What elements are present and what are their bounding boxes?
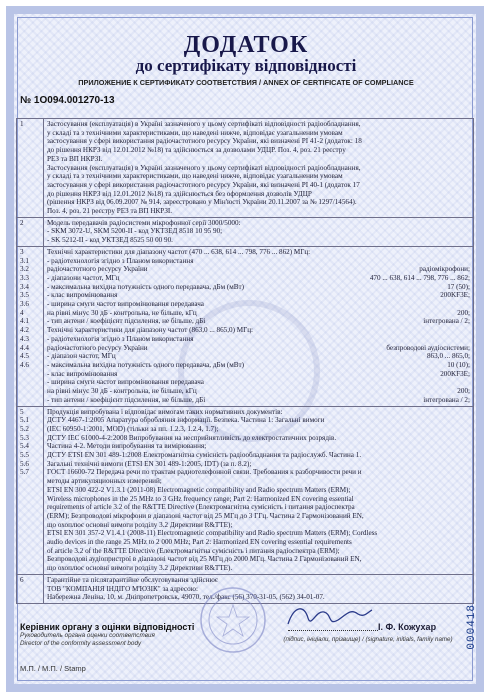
parameter-value: безпроводові аудіосистеми;: [386, 343, 470, 352]
item-number: 5: [20, 407, 24, 416]
text-line: (рішення НКРЗ від 06.09.2007 № 914, зареєстровано у Мін'юсті України 20.11.2007 за № 1297/14564).: [47, 198, 357, 207]
text-line: Набережна Леніна, 10, м. Дніпропетровськ, 49070, тел./факс (56) 370-31-05, (562) 34-01-07.: [47, 593, 325, 602]
text-line: - радіотехнологія згідно з Планом використання: [47, 334, 194, 343]
parameter-label: - максимальна вихідна потужність одного передавача, дБм (мВт): [47, 282, 245, 291]
item-number: 2: [20, 218, 24, 227]
text-line: Гарантійне та післягарантійне обслуговування здійснює: [47, 575, 218, 584]
text-line: ТОВ "КОМПАНІЯ ІНДІГО М'ЮЗІК" за адресою:: [47, 584, 198, 593]
text-line: [47, 283, 470, 292]
parameter-value: 17 (50);: [447, 282, 470, 291]
row-content-cell: [44, 246, 474, 406]
item-number: 4.1: [20, 317, 29, 326]
text-line: - ширина смуги частот випромінювання передавача: [47, 300, 204, 309]
item-number: 4.4: [20, 343, 29, 352]
item-number: 5.2: [20, 424, 29, 433]
item-number: 4: [20, 308, 24, 317]
item-number: 3.1: [20, 256, 29, 265]
parameter-value: інтегрована / 2;: [423, 317, 470, 326]
text-line: Поз. 4, роз. 21 реєстру РЕЗ та ВП НКРЗІ.: [47, 207, 173, 216]
parameter-label: на рівні мінус 30 дБ - контрольна, не більше, кГц: [47, 308, 197, 317]
text-line: [47, 291, 470, 300]
item-number: 4.2: [20, 326, 29, 335]
table-row: [17, 217, 474, 246]
text-line: Модель передавачів радіосистеми мікрофонної серії 3000/5000:: [47, 218, 241, 227]
text-line: у складі та з технічними характеристиками, що наведені нижче, відповідає узагальненим умовам: [47, 128, 343, 137]
text-line: Продукція випробувана і відповідає вимогам таких нормативних документів:: [47, 407, 283, 416]
text-line: [47, 370, 470, 379]
item-number: 3.4: [20, 282, 29, 291]
table-row: [17, 406, 474, 574]
text-line: що охоплює основні вимоги розділу 3.2 Директиви R&TTE).: [47, 564, 233, 573]
text-line: (IEC 60950-1:2001, MOD) (тільки за пп. 1.2.3, 1.2.4, 1.7);: [47, 424, 219, 433]
handwritten-signature: [284, 600, 374, 637]
table-row: [17, 246, 474, 406]
row-number-cell: [17, 119, 44, 218]
parameter-label: - діапазон частот, МГц: [47, 352, 116, 361]
item-number: 3: [20, 247, 24, 256]
text-line: - ширина смуги частот випромінювання передавача: [47, 378, 204, 387]
text-line: у складі та з технічними характеристиками, що наведені нижче, відповідає узагальненим умовам: [47, 172, 343, 181]
item-number: 4.3: [20, 334, 29, 343]
parameter-value: інтегрована / 2;: [423, 395, 470, 404]
text-line: ETSI EN 300 422-2 V1.3.1 (2011-08) Electromagnetic compatibility and Radio spectrum Matters (ERM);: [47, 485, 351, 494]
text-line: ГОСТ 16600-72 Передача речи по трактам радиотелефонной связи. Требования к разборчивости речи и: [47, 468, 362, 477]
item-number: 4.5: [20, 352, 29, 361]
text-line: audio devices in the range 25 MHz to 2 000 MHz; Part 2: Harmonized EN covering essential requirements: [47, 538, 352, 547]
row-number-cell: [17, 246, 44, 406]
item-number: 5.5: [20, 451, 29, 460]
item-number: 5.1: [20, 416, 29, 425]
document-title: ДОДАТОК: [183, 32, 309, 58]
text-line: - SKM 3072-U, SKM 5200-II - код УКТЗЕД 8518 10 95 90;: [47, 227, 223, 236]
parameter-value: 200;: [457, 387, 470, 396]
text-line: [47, 387, 470, 396]
parameter-label: радіочастотного ресурсу України: [47, 265, 148, 274]
signatory-name: І. Ф. Кожухар: [378, 622, 437, 632]
text-line: [47, 265, 470, 274]
text-line: Технічні характеристики для діапазону частот (863,0 ... 865,0) МГц:: [47, 326, 254, 335]
text-line: що охоплює основні вимоги розділу 3.2 Директиви R&TTE);: [47, 520, 233, 529]
text-line: до рішення НКРЗ від 12.01.2012 №18) та здійснюється без оформлення дозволів УДЦР: [47, 189, 312, 198]
item-number: 3.2: [20, 265, 29, 274]
document-subtitle: до сертифікату відповідності: [135, 56, 357, 75]
text-line: Застосування (експлуатація) в Україні зазначеного у цьому сертифікаті відповідності радіообладнання,: [47, 120, 361, 128]
row-number-cell: [17, 406, 44, 574]
item-number: 4.6: [20, 360, 29, 369]
text-line: [47, 274, 470, 283]
parameter-value: радіомікрофони;: [419, 265, 470, 274]
parameter-value: 10 (10);: [447, 360, 470, 369]
parameter-label: - тип антени / коефіцієнт підсилення, не більше, дБі: [47, 395, 206, 404]
item-number: 3.6: [20, 300, 29, 309]
parameter-label: - клас випромінювання: [47, 291, 118, 300]
text-line: [47, 344, 470, 353]
parameter-value: 470 ... 638, 614 ... 798, 776 ... 862;: [369, 273, 470, 282]
parameter-value: 863,0 ... 865,0;: [426, 352, 470, 361]
text-line: РЕЗ та ВП НКРЗІ.: [47, 154, 103, 163]
annex-table: [16, 118, 474, 604]
text-line: - SK 5212-II - код УКТЗЕД 8525 50 00 90.: [47, 236, 173, 245]
text-line: ETSI EN 301 357-2 V1.4.1 (2008-11) Electromagnetic compatibility and Radio spectrum Matters (ERM); Cordless: [47, 529, 378, 538]
text-line: Застосування (експлуатація) в Україні зазначеного у цьому сертифікаті відповідності радіообладнання,: [47, 163, 361, 172]
director-title: Керівник органу з оцінки відповідності: [20, 622, 195, 632]
signature-caption: (підпис, ініціали, прізвище) / (signature, initials, family name): [283, 636, 453, 643]
table-row: [17, 119, 474, 218]
parameter-label: - максимальна вихідна потужність одного передавача, дБм (мВт): [47, 360, 245, 369]
item-number: 1: [20, 120, 24, 128]
text-line: ДСТУ IEC 61000-4-2:2008 Випробування на несприйнятливість до електростатичних розрядів.: [47, 433, 337, 442]
row-number-cell: [17, 574, 44, 603]
item-number: 6: [20, 575, 24, 584]
parameter-label: - тип антени / коефіцієнт підсилення, не більше, дБі: [47, 317, 206, 326]
annex-heading: ПРИЛОЖЕНИЕ К СЕРТИФИКАТУ СООТВЕТСТВИЯ / ANNEX OF CERTIFICATE OF COMPLIANCE: [78, 78, 414, 87]
row-content-cell: [44, 119, 474, 218]
text-line: Частина 4-2. Методи випробування та вимірювання;: [47, 442, 207, 451]
text-line: ДСТУ ETSI EN 301 489-1:2008 Електромагнітна сумісність радіообладнання та радіослужб. Частина 1.: [47, 451, 362, 460]
item-number: 5.4: [20, 442, 29, 451]
text-line: requirements of article 3.2 of the R&TTE Directive (Електромагнітна сумісність і питання радіоспектра: [47, 503, 355, 512]
parameter-value: 200;: [457, 308, 470, 317]
text-line: застосування у сфері використання радіочастотного ресурсу України, які визначені РІ 41-2 (додаток: 18: [47, 137, 362, 146]
text-line: [47, 361, 470, 370]
parameter-value: 200KF3E;: [440, 369, 470, 378]
director-title-en: Director of the conformity assessment body: [20, 639, 142, 647]
parameter-value: 200KF3E;: [440, 291, 470, 300]
parameter-label: радіочастотного ресурсу України: [47, 343, 148, 352]
director-title-ru: Руководитель органа оценки соответствия: [20, 632, 155, 639]
footer-left: [20, 622, 194, 647]
text-line: до рішення НКРЗ від 12.01.2012 №18) та здійснюється за дозволами УДЦР. Поз. 4, роз. 21 реєстру: [47, 146, 346, 155]
text-line: [47, 352, 470, 361]
text-line: [47, 309, 470, 318]
item-number: 3.3: [20, 273, 29, 282]
text-line: of article 3.2 of the R&TTE Directive (Електромагнітна сумісність і питання радіоспектра (ERM);: [47, 546, 340, 555]
row-content-cell: [44, 217, 474, 246]
text-line: Wireless microphones in the 25 MHz to 3 GHz frequency range; Part 2: Harmonized EN covering essential: [47, 494, 354, 503]
parameter-label: на рівні мінус 30 дБ - контрольна, не більше, кГц: [47, 387, 197, 396]
official-seal: [198, 585, 268, 660]
item-number: 5.3: [20, 433, 29, 442]
parameter-label: - клас випромінювання: [47, 369, 118, 378]
text-line: (ERM); Безпроводові мікрофони в діапазоні частот від 25 МГц до 3 ГГц. Частина 2 Гармонізований EN,: [47, 511, 364, 520]
text-line: - радіотехнологія згідно з Планом використання: [47, 256, 194, 265]
row-content-cell: [44, 406, 474, 574]
text-line: Безпроводові аудіопристрої в діапазоні частот від 25 МГц до 2000 МГц. Частина 2 Гармонізований EN,: [47, 555, 362, 564]
text-line: застосування у сфері використання радіочастотного ресурсу України, які визначені РІ 40-1 (додаток 17: [47, 180, 360, 189]
text-line: [47, 317, 470, 326]
text-line: Загальні технічні вимоги (ETSI EN 301 489-1:2005, IDT) (за п. 8.2);: [47, 459, 252, 468]
item-number: 5.6: [20, 459, 29, 468]
text-line: [47, 396, 470, 405]
text-line: методы артикуляционных измерений;: [47, 477, 162, 486]
stamp-label: М.П. / М.П. / Stamp: [20, 664, 86, 673]
item-number: 3.5: [20, 291, 29, 300]
document-number: № 1О094.001270-13: [20, 95, 115, 106]
signature-line: [288, 630, 378, 631]
row-number-cell: [17, 217, 44, 246]
item-number: 5.7: [20, 468, 29, 477]
text-line: ДСТУ 4467-1:2005 Апаратура обробляння інформації. Безпека. Частина 1: Загальні вимоги: [47, 416, 325, 425]
text-line: Технічні характеристики для діапазону частот (470 ... 638, 614 ... 798, 776 ... 862) МГц:: [47, 247, 311, 256]
parameter-label: - діапазони частот, МГц: [47, 273, 120, 282]
serial-number: 000418: [466, 604, 478, 650]
